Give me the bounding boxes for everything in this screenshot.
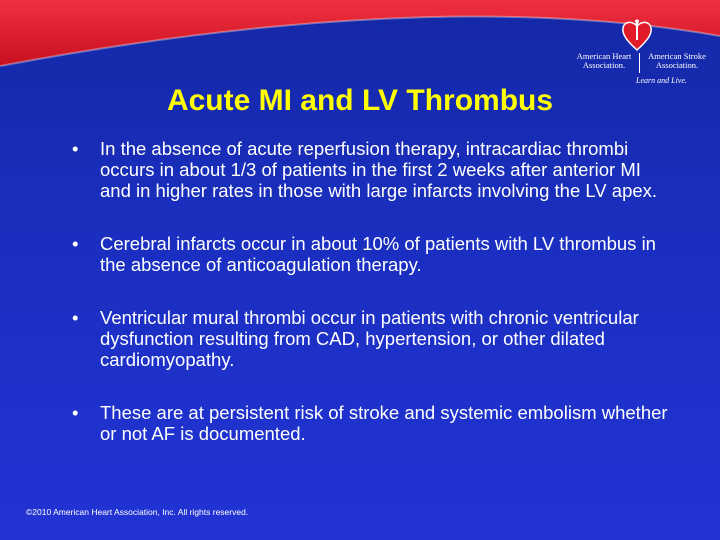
bullet-dot: •: [72, 233, 79, 254]
bullet-item: [72, 233, 672, 275]
aha-asa-logo: [568, 18, 714, 92]
heart-torch-icon: [622, 18, 652, 52]
org-name-heart: American Heart Association.: [576, 51, 632, 70]
bullet-text: In the absence of acute reperfusion therapy, intracardiac thrombi occurs in about 1/3 of patients in the first 2 weeks after anterior MI and in higher rates in those with large infarcts involving the LV apex.: [100, 138, 658, 201]
slide-title: Acute MI and LV Thrombus: [166, 84, 554, 117]
bullet-dot: •: [72, 138, 79, 159]
bullet-text: These are at persistent risk of stroke and systemic embolism whether or not AF is documented.: [100, 402, 668, 444]
bullet-text: Cerebral infarcts occur in about 10% of patients with LV thrombus in the absence of anticoagulation therapy.: [100, 233, 656, 275]
org-name-stroke: American Stroke Association.: [648, 51, 706, 70]
bullet-item: [72, 402, 672, 444]
copyright-footer: ©2010 American Heart Association, Inc. All rights reserved.: [26, 507, 249, 517]
bullet-dot: •: [72, 307, 79, 328]
logo-tagline: Learn and Live.: [636, 76, 687, 85]
bullet-item: [72, 307, 672, 370]
bullet-text: Ventricular mural thrombi occur in patients with chronic ventricular dysfunction resulting from CAD, hypertension, or other dilated cardiomyopathy.: [100, 307, 639, 370]
bullet-list: [72, 138, 672, 444]
bullet-item: [72, 138, 672, 201]
bullet-dot: •: [72, 402, 79, 423]
logo-divider: [639, 53, 640, 73]
